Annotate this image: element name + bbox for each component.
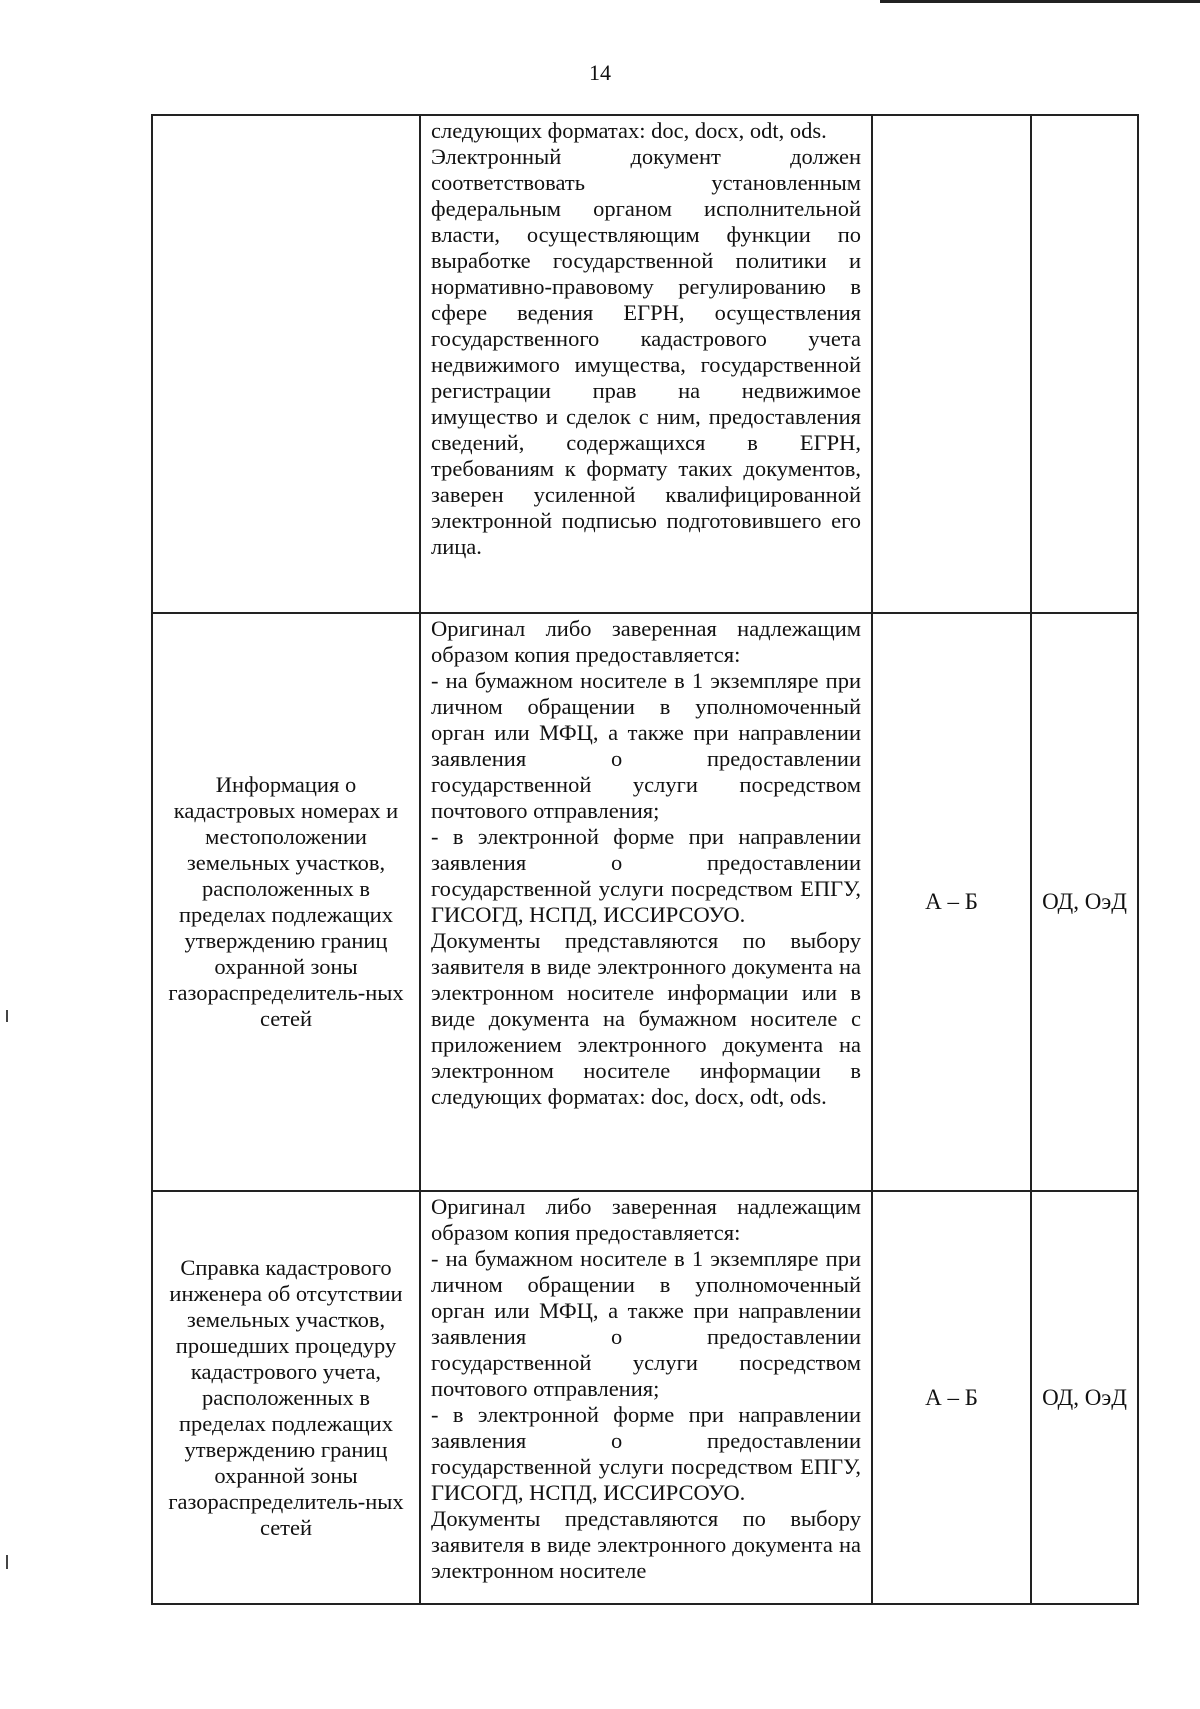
document-description-cell xyxy=(420,613,872,1191)
document-name-cell: Справка кадастрового инженера об отсутствии земельных участков, прошедших процедуру кадастрового учета, расположенных в пределах подлежащих утверждению границ охранной зоны газораспределитель-ных сетей xyxy=(152,1191,420,1604)
category-cell xyxy=(872,115,1031,613)
document-name-cell: Информация о кадастровых номерах и местоположении земельных участков, расположенных в пределах подлежащих утверждению границ охранной зоны газораспределитель-ных сетей xyxy=(152,613,420,1191)
doc-type-cell: ОД, ОэД xyxy=(1031,1191,1138,1604)
category-cell: А – Б xyxy=(872,1191,1031,1604)
doc-type-cell xyxy=(1031,115,1138,613)
scan-mark xyxy=(6,1010,8,1022)
top-rule xyxy=(880,0,1200,3)
document-name-cell xyxy=(152,115,420,613)
doc-type-cell: ОД, ОэД xyxy=(1031,613,1138,1191)
description-clip xyxy=(431,1194,861,1599)
table-row xyxy=(152,613,1138,1191)
scan-mark xyxy=(6,1555,8,1569)
table-row xyxy=(152,115,1138,613)
description-paragraph: Оригинал либо заверенная надлежащим образом копия предоставляется: xyxy=(431,616,861,667)
description-paragraph: - на бумажном носителе в 1 экземпляре при личном обращении в уполномоченный орган или МФЦ, а также при направлении заявления о предоставлении государственной услуги посредством почтового отправления; xyxy=(431,1246,861,1401)
page-number: 14 xyxy=(589,60,611,85)
description-paragraph: - в электронной форме при направлении заявления о предоставлении государственной услуги посредством ЕПГУ, ГИСОГД, НСПД, ИССИРСОУО. xyxy=(431,1402,861,1505)
documents-table xyxy=(151,114,1139,1605)
table-row xyxy=(152,1191,1138,1604)
description-paragraph: Оригинал либо заверенная надлежащим образом копия предоставляется: xyxy=(431,1194,861,1245)
document-description-cell xyxy=(420,1191,872,1604)
category-cell: А – Б xyxy=(872,613,1031,1191)
description-paragraph: Документы представляются по выбору заявителя в виде электронного документа на электронном носителе xyxy=(431,1506,861,1583)
description-paragraph: Электронный документ должен соответствовать установленным федеральным органом исполнительной власти, осуществляющим функции по выработке государственной политики и нормативно-правовому регулированию в сфере ведения ЕГРН, осуществления государственного кадастрового учета недвижимого имущества, государственной регистрации прав на недвижимое имущество и сделок с ним, предоставления сведений, содержащихся в ЕГРН, требованиям к формату таких документов, заверен усиленной квалифицированной электронной подписью подготовившего его лица. xyxy=(431,144,861,559)
description-paragraph: - в электронной форме при направлении заявления о предоставлении государственной услуги посредством ЕПГУ, ГИСОГД, НСПД, ИССИРСОУО. xyxy=(431,824,861,927)
description-paragraph: следующих форматах: doc, docx, odt, ods. xyxy=(431,118,827,143)
description-paragraph: - на бумажном носителе в 1 экземпляре при личном обращении в уполномоченный орган или МФЦ, а также при направлении заявления о предоставлении государственной услуги посредством почтового отправления; xyxy=(431,668,861,823)
description-paragraph: Документы представляются по выбору заявителя в виде электронного документа на электронном носителе информации или в виде документа на бумажном носителе с приложением электронного документа на электронном носителе информации в следующих форматах: doc, docx, odt, ods. xyxy=(431,928,861,1109)
document-description-cell xyxy=(420,115,872,613)
